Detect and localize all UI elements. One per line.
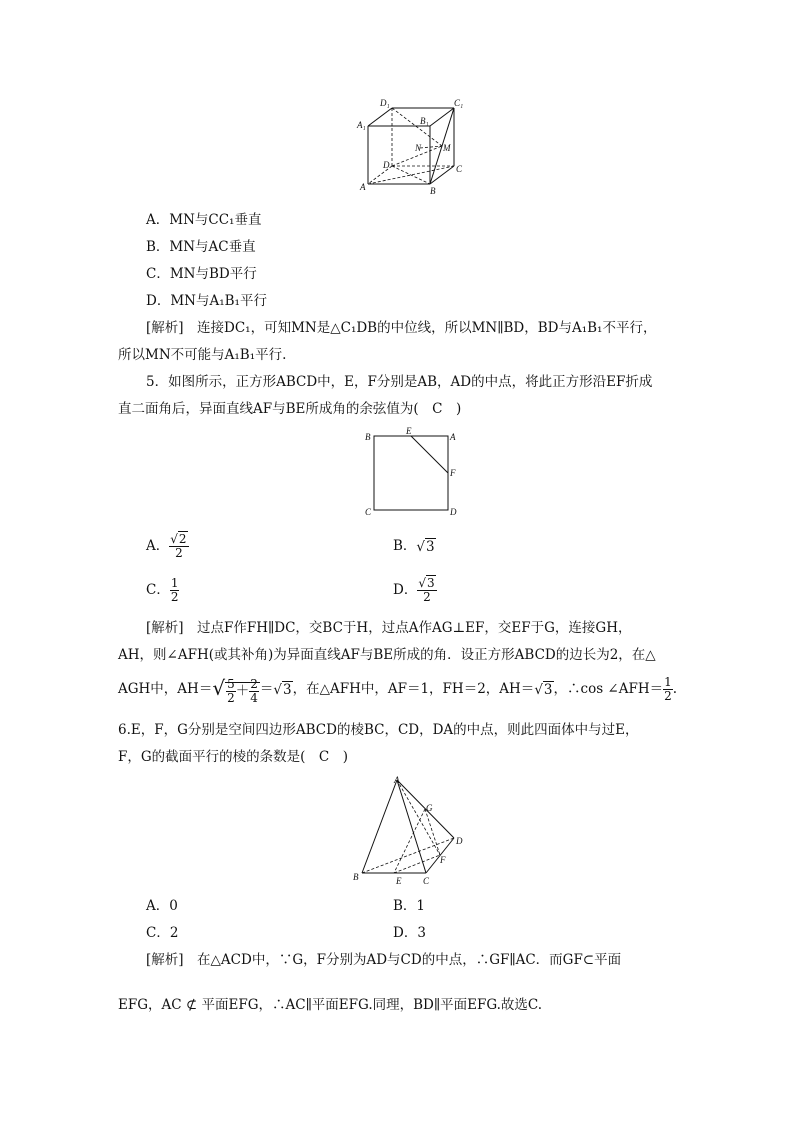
period: . [672, 681, 678, 697]
q6-option-a: A．0 [146, 898, 178, 914]
tetra-label: D [456, 836, 463, 846]
denominator: 2 [227, 691, 235, 705]
square-label: B [365, 432, 371, 442]
tetra-label: F [440, 855, 446, 865]
option-letter: C． [146, 582, 170, 598]
q6-option-b: B．1 [393, 898, 426, 914]
denominator: 2 [423, 590, 431, 604]
fraction: $\frac{√2}{2}$ [170, 532, 187, 560]
q6-option-d: D．3 [393, 925, 426, 941]
denominator: 4 [250, 691, 258, 705]
q5-analysis: [解析] 过点F作FH∥DC，交BC于H，过点A作AG⊥EF，交EF于G，连接GH， [146, 620, 632, 636]
fraction: $\frac{√3}{2}$ [418, 576, 435, 604]
q5-option-d [393, 572, 437, 608]
q6-stem: F，G的截面平行的棱的条数是( C ) [118, 749, 349, 765]
formula-text: AGH中，AH＝ [118, 681, 213, 697]
q5-analysis: AH，则∠AFH(或其补角)为异面直线AF与BE所成的角．设正方形ABCD的边长为2，在△ [118, 647, 656, 663]
square-label: A [450, 432, 456, 442]
q4-option-a: A．MN与CC₁垂直 [146, 212, 262, 228]
square-label: E [406, 426, 412, 436]
cube-label: C [456, 164, 463, 174]
cube-label: D [383, 160, 390, 170]
cube-label: A₁ [357, 120, 366, 130]
numerator: 1 [664, 675, 672, 689]
cube-label: N [415, 143, 422, 153]
cube-figure [354, 96, 466, 200]
denominator: 2 [664, 689, 672, 703]
square-figure [362, 426, 462, 518]
tetra-label: E [396, 876, 402, 886]
tetrahedron-figure [350, 774, 466, 888]
q4-option-b: B．MN与AC垂直 [146, 239, 256, 255]
q4-analysis: 所以MN不可能与A₁B₁平行. [118, 347, 287, 363]
denominator: 2 [175, 546, 183, 560]
formula-text: ，∴cos ∠AFH＝ [553, 681, 664, 697]
radicand: 3 [543, 681, 553, 698]
q4-option-d: D．MN与A₁B₁平行 [146, 293, 267, 309]
q6-analysis: EFG，AC ⊄ 平面EFG，∴AC∥平面EFG.同理，BD∥平面EFG.故选C. [118, 997, 543, 1013]
fraction [663, 676, 673, 703]
radicand: 3 [282, 681, 292, 698]
q4-option-c: C．MN与BD平行 [146, 266, 257, 282]
q5-stem: 5．如图所示，正方形ABCD中，E，F分别是AB，AD的中点，将此正方形沿EF折成 [146, 374, 653, 390]
q5-option-b: B．√3 [393, 538, 435, 555]
plus-sign: ＋ [235, 683, 250, 699]
cube-label: B₁ [420, 116, 429, 126]
option-letter: A． [146, 538, 170, 554]
q6-option-c: C．2 [146, 925, 179, 941]
cube-label: A [360, 182, 366, 192]
option-letter: B． [393, 538, 417, 554]
q6-analysis: [解析] 在△ACD中，∵G，F分别为AD与CD的中点，∴GF∥AC．而GF⊂平面 [146, 952, 622, 968]
radicand: 3 [426, 576, 435, 590]
cube-label: D₁ [380, 98, 390, 108]
tetra-label: C [423, 876, 430, 886]
q5-option-c [146, 572, 179, 608]
cube-label: M [443, 143, 451, 153]
square-label: C [365, 507, 372, 517]
square-label: D [450, 507, 457, 517]
tetra-label: G [426, 803, 433, 813]
square-label: F [450, 468, 456, 478]
q5-option-a [146, 528, 189, 564]
numerator: 5 [227, 677, 235, 691]
fraction [170, 577, 180, 604]
numerator: 2 [250, 677, 258, 691]
formula-text: ，在△AFH中，AF＝1，FH＝2，AH＝ [292, 681, 535, 697]
tetra-label: B [353, 872, 359, 882]
radicand: 2 [178, 532, 187, 546]
cube-label: C₁ [454, 98, 464, 108]
numerator: 1 [170, 576, 179, 590]
q5-stem: 直二面角后，异面直线AF与BE所成角的余弦值为( C ) [118, 401, 462, 417]
fraction [249, 678, 259, 705]
q6-stem: 6.E，F，G分别是空间四边形ABCD的棱BC，CD，DA的中点，则此四面体中与过E， [118, 722, 639, 738]
equals-sign: ＝ [259, 681, 274, 697]
denominator: 2 [170, 590, 179, 604]
fraction [226, 678, 236, 705]
q4-analysis: [解析] 连接DC₁，可知MN是△C₁DB的中位线，所以MN∥BD，BD与A₁B₁不平行， [146, 320, 657, 336]
cube-label: B [430, 186, 436, 196]
radicand: 3 [426, 538, 435, 555]
tetra-label: A [394, 775, 400, 785]
option-letter: D． [393, 582, 418, 598]
q5-analysis-formula: AGH中，AH＝√ $\frac{5}{2}$ ＋ $\frac{2}{4}$ ＝√3，在△AFH中，AF＝1，FH＝2，AH＝√3，∴cos ∠AFH＝ $\frac{1}{2}$ . [118, 675, 678, 705]
